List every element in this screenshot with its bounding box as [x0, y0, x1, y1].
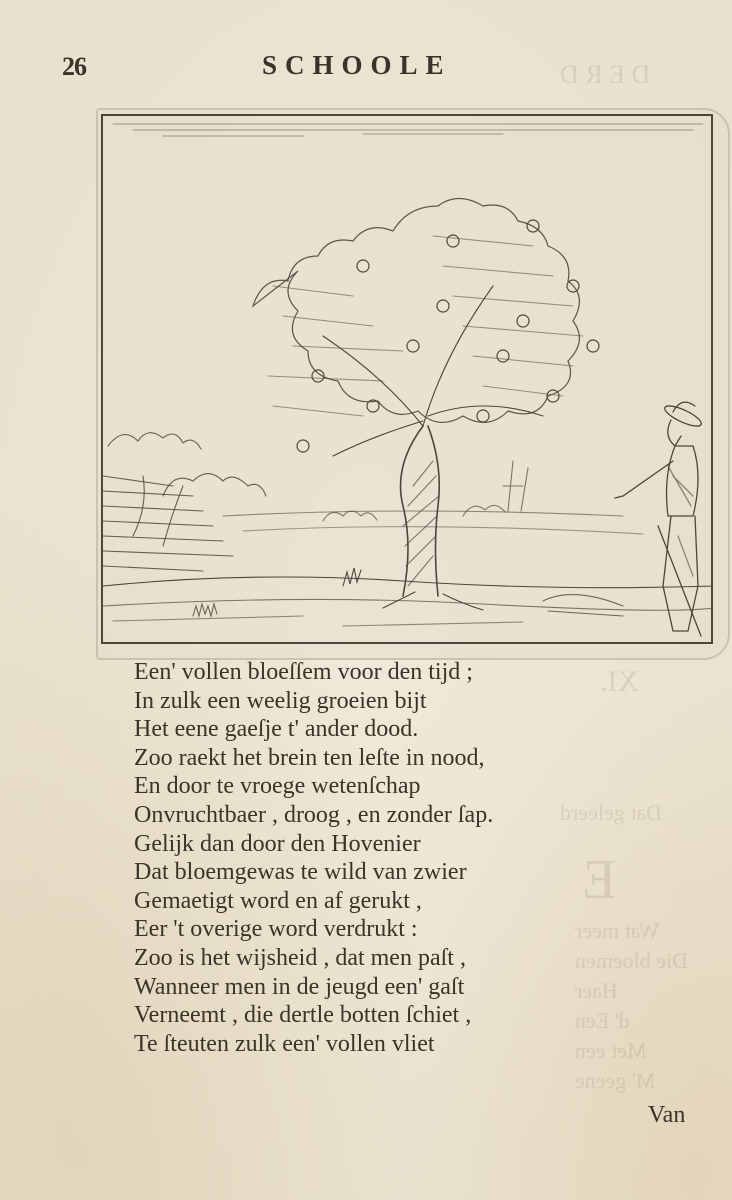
show-through-text: Haer [575, 978, 618, 1003]
show-through-text: Dat geleerd [560, 800, 662, 825]
show-through-text: D E R D [560, 60, 651, 89]
verse-line: Wanneer men in de jeugd een' gaſt [134, 973, 465, 1000]
verse-line: Verneemt , die dertle botten ſchiet , [134, 1002, 472, 1029]
show-through-text: Die bloemen [575, 948, 689, 973]
verse-line: Zoo raekt het brein ten leſte in nood, [134, 744, 485, 771]
show-through-text: d' Een [575, 1008, 630, 1033]
verse-line: Een' vollen bloeſſem voor den tijd ; [134, 659, 473, 685]
verse-line: Onvruchtbaer , droog , en zonder ſap. [134, 801, 494, 828]
verse-line: Gelijk dan door den Hovenier [134, 830, 421, 857]
catchword: Van [648, 1102, 686, 1128]
verse-line: Het eene gaeſje t' ander dood. [134, 716, 419, 743]
verse-line: Eer 't overige word verdrukt : [134, 916, 418, 943]
verse-line: Te ſteuten zulk een' vollen vliet [134, 1030, 435, 1057]
verse-text [134, 658, 493, 1058]
verse-line: Zoo is het wijsheid , dat men paſt , [134, 944, 466, 971]
page-number: 26 [62, 52, 86, 81]
running-head: SCHOOLE [262, 50, 452, 80]
verse-line: En door te vroege wetenſchap [134, 773, 421, 800]
show-through-text: Wat meer [575, 918, 660, 943]
show-through-text: M' geene [575, 1068, 656, 1093]
verse-line: Gemaetigt word en af gerukt , [134, 887, 422, 914]
show-through-text: Met een [575, 1038, 647, 1063]
etching-tree-and-man-icon [103, 116, 713, 644]
verse-line: Dat bloemgewas te wild van zwier [134, 859, 467, 886]
engraving-illustration [101, 114, 713, 644]
show-through-text: XI. [600, 665, 640, 698]
show-through-text: E [582, 849, 617, 911]
verse-line: In zulk een weelig groeien bijt [134, 687, 427, 714]
